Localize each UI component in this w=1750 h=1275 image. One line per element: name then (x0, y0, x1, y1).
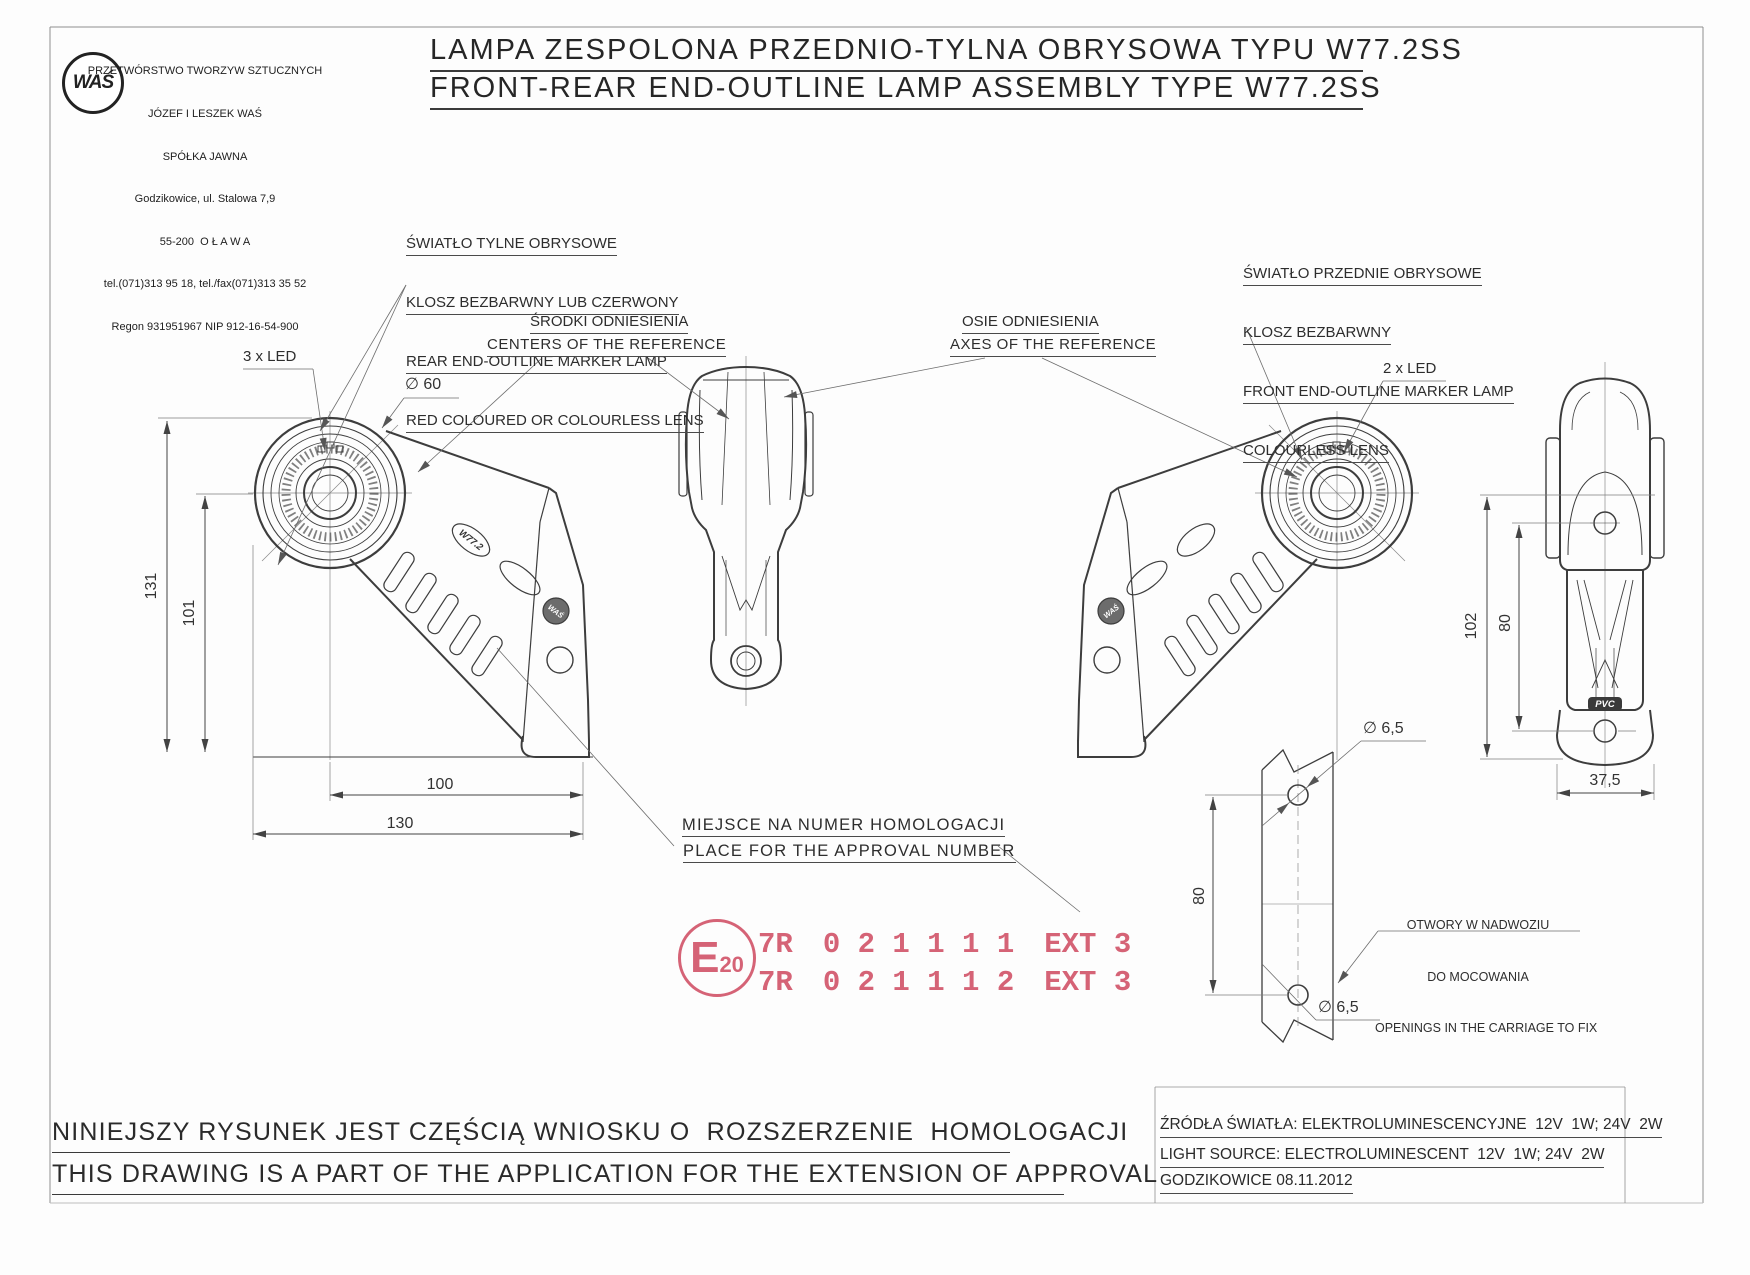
model-badge: W77.2 (456, 527, 486, 553)
company-line: SPÓŁKA JAWNA (162, 150, 248, 163)
company-line: Regon 931951967 NIP 912-16-54-900 (111, 321, 299, 334)
dim-dia65-bottom: ∅ 6,5 (1318, 999, 1359, 1016)
led2-callout: 2 x LED (1383, 360, 1437, 377)
openings-line: OTWORY W NADWOZIU (1406, 918, 1550, 932)
company-logo: WAŚ (62, 52, 124, 114)
led3-callout: 3 x LED (243, 348, 297, 365)
centers-callout-en: CENTERS OF THE REFERENCE (487, 334, 726, 357)
dim-102: 102 (1463, 612, 1480, 640)
front-lamp-callout (1243, 227, 1514, 481)
company-block (70, 36, 340, 348)
openings-line: OPENINGS IN THE CARRIAGE TO FIX (1375, 1021, 1598, 1035)
dim-80-side: 80 (1497, 614, 1514, 632)
approval-code: 7R (758, 966, 793, 999)
footer-note-en: THIS DRAWING IS A PART OF THE APPLICATION FOR THE EXTENSION OF APPROVAL (52, 1160, 1064, 1195)
callout-line: KLOSZ BEZBARWNY (1243, 322, 1391, 345)
dim-131: 131 (143, 572, 160, 600)
approval-number: 0 2 1 1 1 1 (822, 928, 1015, 961)
drawing-title-pl: LAMPA ZESPOLONA PRZEDNIO-TYLNA OBRYSOWA TYPU W77.2SS (430, 34, 1363, 72)
callout-line: FRONT END-OUTLINE MARKER LAMP (1243, 381, 1514, 404)
axes-callout-pl: OSIE ODNIESIENIA (962, 311, 1099, 334)
approval-place-pl: MIEJSCE NA NUMER HOMOLOGACJI (682, 816, 1005, 837)
callout-line: REAR END-OUTLINE MARKER LAMP (406, 351, 667, 374)
dim-dia65-top: ∅ 6,5 (1363, 720, 1404, 737)
axes-callout-en: AXES OF THE REFERENCE (950, 334, 1156, 357)
material-badge: PVC (1595, 698, 1615, 710)
side-view-drawing (1546, 362, 1664, 788)
brand-badge: WAŚ (546, 602, 566, 620)
openings-line: DO MOCOWANIA (1427, 969, 1529, 984)
company-line: PRZETWÓRSTWO TWORZYW SZTUCZNYCH (87, 65, 323, 78)
e-mark-stamp (678, 919, 756, 997)
approval-code: 7R (758, 928, 793, 961)
approval-number-row (758, 928, 1131, 961)
rear-lamp-drawing (248, 411, 593, 760)
dia60-callout: ∅ 60 (405, 376, 442, 393)
approval-ext: EXT 3 (1044, 928, 1132, 961)
approval-ext: EXT 3 (1044, 966, 1132, 999)
light-source-en: LIGHT SOURCE: ELECTROLUMINESCENT 12V 1W; 24V 2W (1160, 1146, 1604, 1168)
brand-badge: WAŚ (1101, 602, 1121, 620)
e-mark-letter: E (690, 933, 720, 982)
callout-line: COLOURLESS LENS (1243, 440, 1389, 463)
approval-number-row (758, 966, 1131, 999)
dim-37-5: 37,5 (1589, 772, 1621, 789)
company-line: tel.(071)313 95 18, tel./fax(071)313 35 52 (103, 278, 307, 291)
callout-line: RED COLOURED OR COLOURLESS LENS (406, 410, 704, 433)
e-mark-number: 20 (719, 952, 744, 977)
callout-line: KLOSZ BEZBARWNY LUB CZERWONY (406, 292, 679, 315)
company-line: Godzikowice, ul. Stalowa 7,9 (134, 193, 276, 206)
dim-130: 130 (386, 815, 414, 832)
company-line: JÓZEF I LESZEK WAŚ (148, 108, 262, 121)
callout-line: ŚWIATŁO TYLNE OBRYSOWE (406, 233, 617, 256)
dim-100: 100 (426, 776, 454, 793)
callout-line: ŚWIATŁO PRZEDNIE OBRYSOWE (1243, 263, 1482, 286)
place-date: GODZIKOWICE 08.11.2012 (1160, 1172, 1353, 1194)
dim-80-holes: 80 (1191, 887, 1208, 905)
dim-101: 101 (181, 599, 198, 627)
approval-place-en: PLACE FOR THE APPROVAL NUMBER (683, 842, 1016, 863)
light-source-pl: ŹRÓDŁA ŚWIATŁA: ELEKTROLUMINESCENCYJNE 12V 1W; 24V 2W (1160, 1116, 1662, 1138)
openings-note (1375, 882, 1598, 1055)
centers-callout-pl: ŚRODKI ODNIESIENIA (530, 311, 688, 334)
approval-number: 0 2 1 1 1 2 (822, 966, 1015, 999)
company-line: 55-200 O Ł A W A (159, 235, 251, 248)
footer-note-pl: NINIEJSZY RYSUNEK JEST CZĘŚCIĄ WNIOSKU O ROZSZERZENIE HOMOLOGACJI (52, 1118, 1010, 1153)
drawing-title-en: FRONT-REAR END-OUTLINE LAMP ASSEMBLY TYPE W77.2SS (430, 72, 1363, 110)
